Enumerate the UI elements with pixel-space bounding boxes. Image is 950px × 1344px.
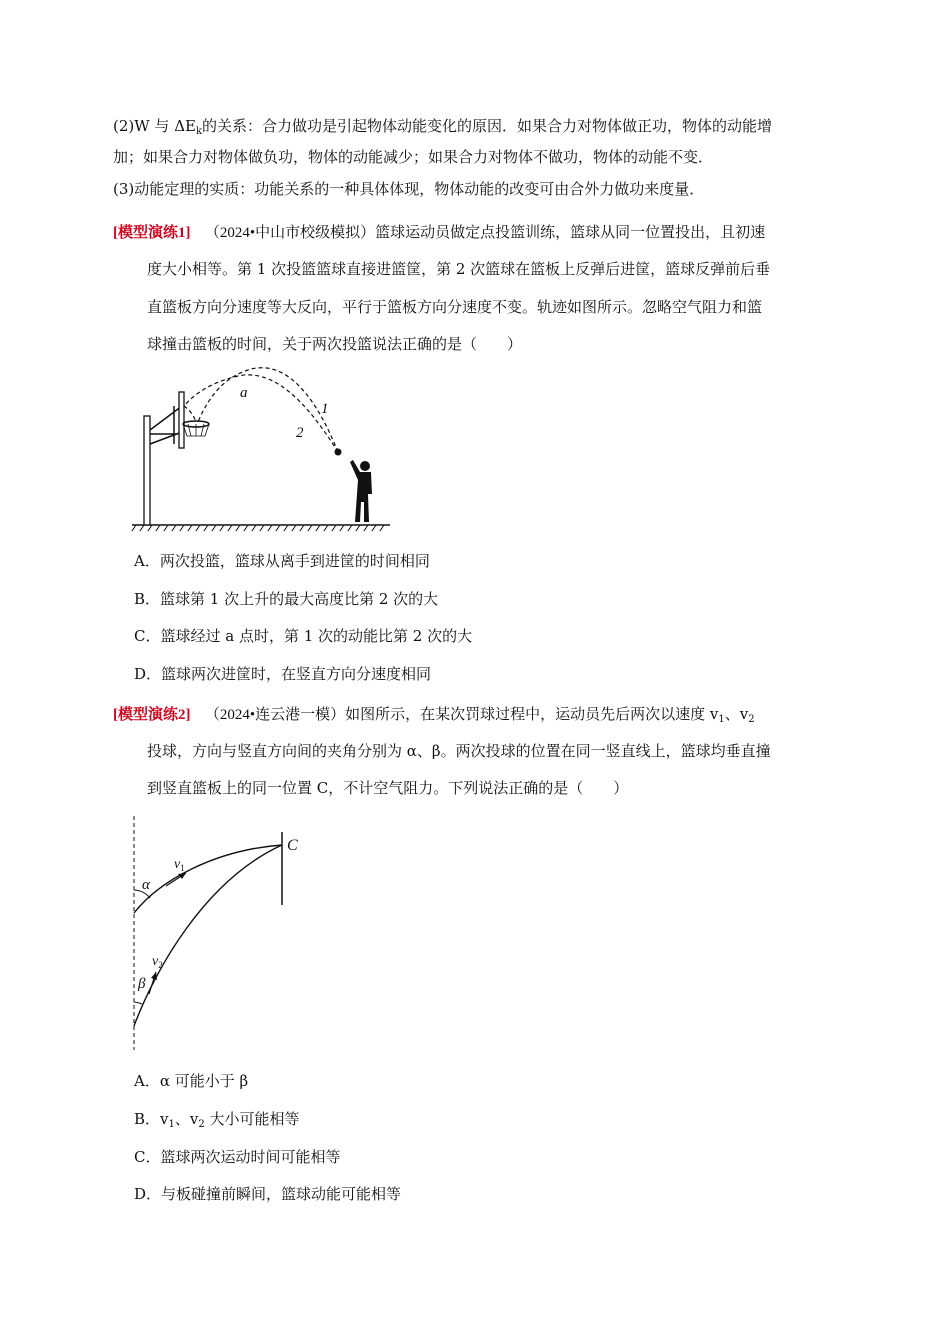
q2-option-d[interactable]: D．与板碰撞前瞬间，篮球动能可能相等 (134, 1185, 402, 1203)
q1-option-a[interactable]: A．两次投篮，篮球从离手到进筐的时间相同 (134, 552, 430, 570)
trajectory-2-label: 2 (296, 425, 304, 441)
ground-hatch (132, 525, 384, 531)
q1-option-c[interactable]: C．篮球经过 a 点时，第 1 次的动能比第 2 次的大 (134, 627, 473, 645)
q1-line-1 (113, 221, 765, 244)
trajectory-v2 (134, 845, 282, 1026)
q1-line-2: 度大小相等。第 1 次投篮篮球直接进篮筐，第 2 次篮球在篮板上反弹后进筐，篮球反弹前后垂 (147, 260, 771, 278)
q2-text: 如图所示，在某次罚球过程中，运动员先后两次以速度 v (345, 705, 719, 723)
q1-figure (128, 362, 398, 534)
q2-figure (120, 810, 320, 1055)
theory-para-2 (113, 115, 772, 137)
backboard (179, 392, 184, 448)
hoop-support (150, 406, 182, 444)
q1-source: （2024•中山市校级模拟） (204, 225, 376, 241)
trajectory-1-label: 1 (321, 401, 329, 417)
q1-tag: [模型演练1] (113, 225, 191, 241)
q1-line-4: 球撞击篮板的时间，关于两次投篮说法正确的是（ ） (147, 335, 523, 353)
basketball (335, 449, 342, 456)
q1-option-b[interactable]: B．篮球第 1 次上升的最大高度比第 2 次的大 (134, 590, 439, 608)
option-text: 大小可能相等 (204, 1110, 300, 1128)
q1-text: 篮球运动员做定点投篮训练，篮球从同一位置投出，且初速 (375, 223, 766, 241)
beta-label: β (138, 976, 146, 992)
q2-line-1 (113, 703, 755, 726)
subscript: k (195, 126, 203, 137)
theory-para-2-cont: 加；如果合力对物体做负功，物体的动能减少；如果合力对物体不做功，物体的动能不变． (113, 148, 714, 166)
q1-option-d[interactable]: D．篮球两次进筐时，在竖直方向分速度相同 (134, 665, 432, 683)
beta-arc (134, 1002, 142, 1004)
q2-tag: [模型演练2] (113, 707, 191, 723)
q2-option-b[interactable] (134, 1108, 300, 1130)
point-a-label: a (240, 385, 248, 401)
q2-line-2: 投球，方向与竖直方向间的夹角分别为 α、β。两次投球的位置在同一竖直线上，篮球均垂直撞 (147, 742, 771, 760)
q2-line-3: 到竖直篮板上的同一位置 C，不计空气阻力。下列说法正确的是（ ） (147, 779, 629, 797)
alpha-label: α (142, 877, 150, 893)
q2-source: （2024•连云港一模） (204, 707, 346, 723)
trajectory-v1 (134, 845, 282, 913)
trajectory-1 (198, 368, 338, 452)
q2-option-a[interactable]: A．α 可能小于 β (134, 1072, 249, 1090)
theory-para-3: (3)动能定理的实质：功能关系的一种具体体现，物体动能的改变可由合外力做功来度量． (113, 180, 705, 198)
q1-line-3: 直篮板方向分速度等大反向，平行于篮板方向分速度不变。轨迹如图所示。忽略空气阻力和篮 (147, 298, 763, 316)
player-silhouette (350, 460, 372, 522)
subscript: 1 (168, 1119, 175, 1130)
arrowhead-2 (151, 972, 157, 980)
subscript: 2 (748, 714, 755, 725)
v2-label: $v_2$ (152, 954, 163, 970)
q2-option-c[interactable]: C．篮球两次运动时间可能相等 (134, 1148, 341, 1166)
hoop-pole (144, 416, 150, 525)
option-text: B．v (134, 1110, 169, 1128)
point-c-label: C (287, 837, 298, 854)
trajectory-2 (184, 375, 338, 452)
subscript: 2 (198, 1119, 205, 1130)
theory-text: (2)W 与 ΔE (113, 117, 196, 135)
v1-label: $v_1$ (174, 857, 185, 873)
subscript: 1 (718, 714, 725, 725)
option-text: 、v (174, 1110, 199, 1128)
q2-text: 、v (724, 705, 749, 723)
theory-text: 的关系：合力做功是引起物体动能变化的原因．如果合力对物体做正功，物体的动能增 (202, 117, 773, 135)
